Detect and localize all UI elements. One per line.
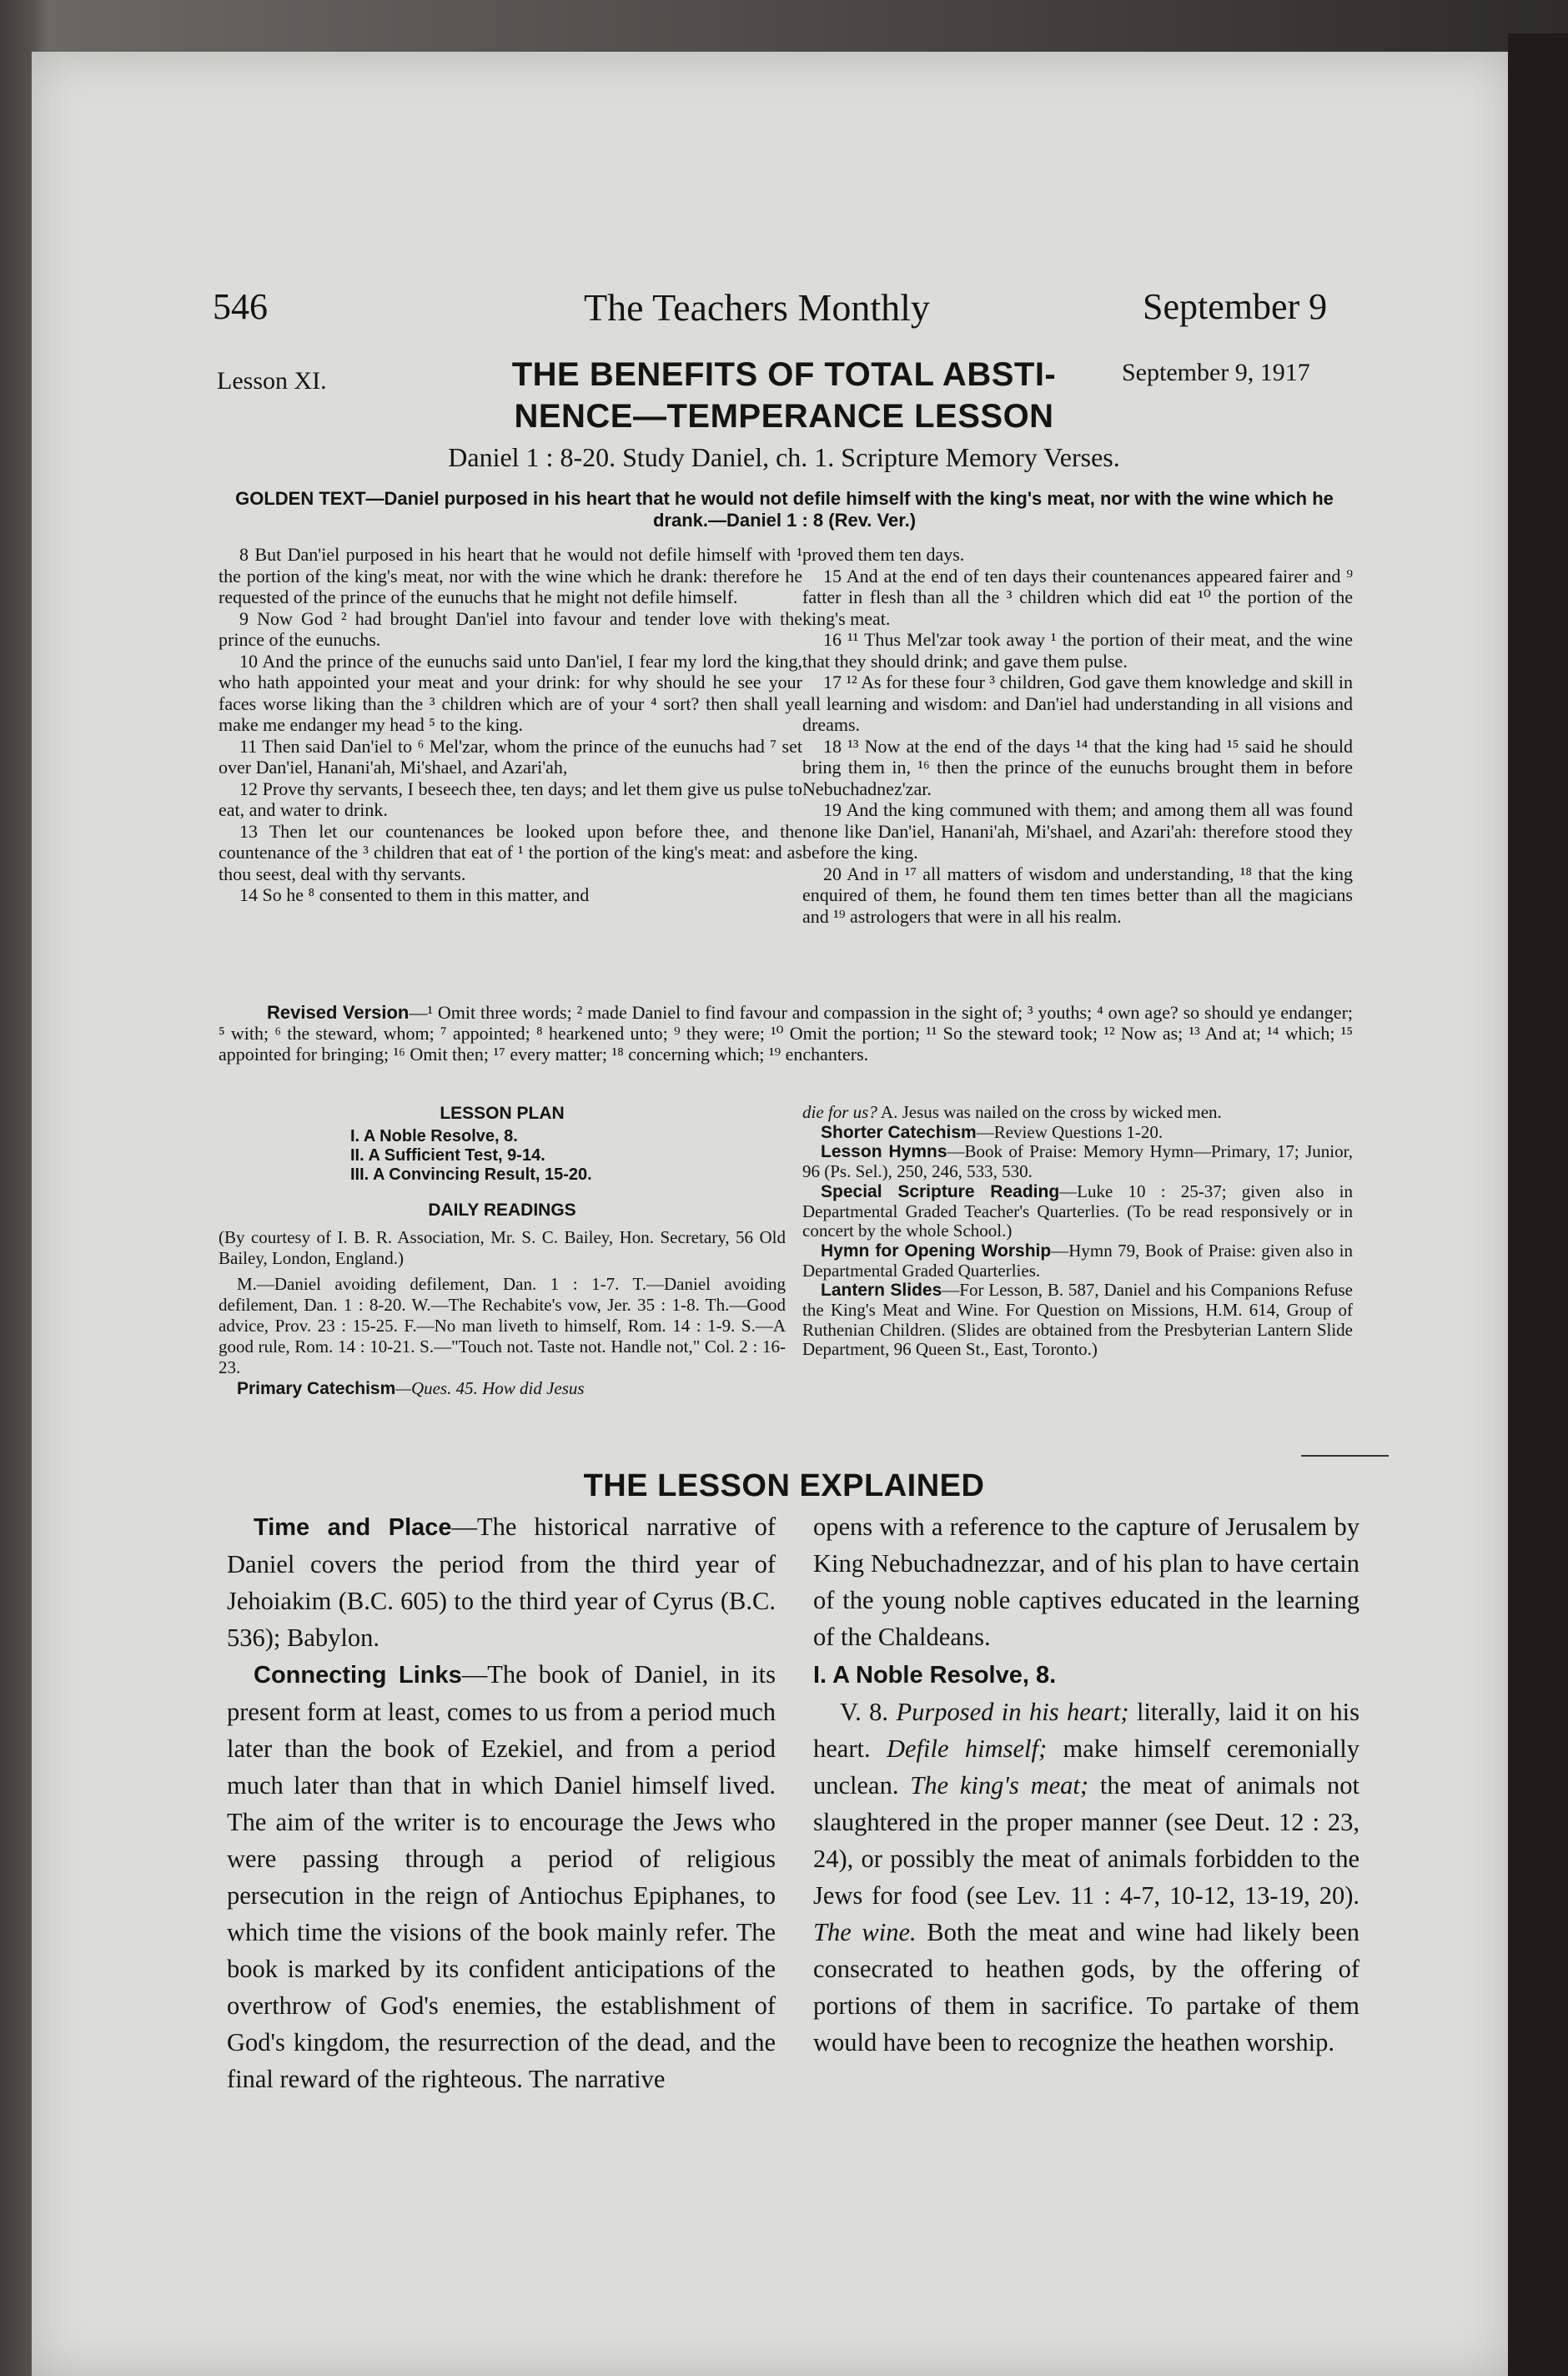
lesson-plan-list (219, 1127, 786, 1185)
lesson-title-line-1: THE BENEFITS OF TOTAL ABSTI- (511, 356, 1057, 393)
primary-catechism-label: Primary Catechism (237, 1379, 396, 1398)
golden-text: GOLDEN TEXT—Daniel purposed in his heart that he would not defile himself with the king's meat, nor with the wine which he drank.—Daniel 1 : 8 (Rev. Ver.) (235, 488, 1334, 531)
lesson-hymns-text: —Book of Praise: Memory Hymn—Primary, 17; Junior, 96 (Ps. Sel.), 250, 246, 533, 530. (802, 1141, 1353, 1182)
lantern-slides-text: —For Lesson, B. 587, Daniel and his Companions Refuse the King's Meat and Wine. For Question on Missions, H.M. 614, Group of Ruthenian Children. (Slides are obtained from the Presbyterian Lantern Slide Department, 96 Queen St., East, Toronto.) (802, 1280, 1354, 1360)
lesson-plan-item: III. A Convincing Result, 15-20. (350, 1165, 592, 1184)
scripture-reference: Daniel 1 : 8-20. Study Daniel, ch. 1. Scripture Memory Verses. (448, 442, 1120, 472)
shorter-catechism-text: —Review Questions 1-20. (976, 1121, 1163, 1142)
opening-hymn-text: —Hymn 79, Book of Praise: given also in Departmental Graded Quarterlies. (802, 1240, 1353, 1281)
narrative-continuation: opens with a reference to the capture of Jerusalem by King Nebuchadnezzar, and of his plan to have certain of the young noble captives educated in the learning of the Chaldeans. (813, 1513, 1359, 1651)
lesson-explained-heading: THE LESSON EXPLAINED (583, 1468, 985, 1503)
publication-title: The Teachers Monthly (584, 286, 930, 329)
special-reading-label: Special Scripture Reading (821, 1181, 1060, 1201)
verse-8-commentary: V. 8. Purposed in his heart; literally, laid it on his heart. Defile himself; make himself ceremonially unclean. The king's meat; the meat of animals not slaughtered in the proper manner (see Deut. 12 : 23, 24), or possibly the meat of animals forbidden to the Jews for food (see Lev. 11 : 4-7, 10-12, 13-19, 20). The wine. Both the meat and wine had likely been consecrated to heathen gods, by the offering of portions of them in sacrifice. To partake of them would have been to recognize the heathen worship. (813, 1698, 1359, 2056)
verse: 17 ¹² As for these four ³ children, God gave them knowledge and skill in all learning and wisdom: and Dan'iel had understanding in all visions and dreams. (802, 672, 1353, 735)
catechism-continuation: A. Jesus was nailed on the cross by wicked men. (877, 1102, 1222, 1122)
verse: 13 Then let our countenances be looked upon before thee, and the countenance of the ³ children that eat of ¹ the portion of the king's meat: and as thou seest, deal with thy servants. (219, 820, 802, 884)
revised-version-text: —¹ Omit three words; ² made Daniel to find favour and compassion in the sight of; ³ youths; ⁴ own age? so should ye endanger; ⁵ with; ⁶ the steward, whom; ⁷ appointed; ⁸ hearkened unto; ⁹ they were; ¹⁰ Omit the portion; ¹¹ So the steward took; ¹² Now as; ¹³ And at; ¹⁴ which; ¹⁵ appointed for bringing; ¹⁶ Omit then; ¹⁷ every matter; ¹⁸ concerning which; ¹⁹ enchanters. (219, 1002, 1354, 1065)
header-date: September 9 (1143, 286, 1328, 327)
lesson-plan-item: II. A Sufficient Test, 9-14. (350, 1146, 545, 1165)
verse: 9 Now God ² had brought Dan'iel into favour and tender love with the prince of the eunuchs. (219, 607, 802, 650)
revised-version-notes (219, 1002, 1353, 1065)
verse: 14 So he ⁸ consented to them in this matter, and (239, 884, 590, 905)
verse: 19 And the king communed with them; and among them all was found none like Dan'iel, Hanani'ah, Mi'shael, and Azari'ah: therefore stood they before the king. (802, 799, 1353, 863)
catechism-continuation-italic: die for us? (802, 1102, 877, 1122)
lesson-plan-heading: LESSON PLAN (440, 1104, 565, 1123)
verse: proved them ten days. (802, 544, 965, 565)
lantern-slides-label: Lantern Slides (821, 1281, 942, 1301)
lesson-plan-block (219, 1103, 786, 1399)
connecting-links-label: Connecting Links (254, 1662, 462, 1689)
lesson-title (467, 354, 1101, 437)
verse: 11 Then said Dan'iel to ⁶ Mel'zar, whom the prince of the eunuchs had ⁷ set over Dan'iel, Hanani'ah, Mi'shael, and Azari'ah, (219, 735, 802, 778)
verse: 12 Prove thy servants, I beseech thee, ten days; and let them give us pulse to eat, and water to drink. (219, 778, 802, 820)
opening-hymn-label: Hymn for Opening Worship (821, 1241, 1052, 1261)
page-binding-shadow (1508, 33, 1568, 2376)
daily-readings-text: M.—Daniel avoiding defilement, Dan. 1 : 1-7. T.—Daniel avoiding defilement, Dan. 1 : 8-20. W.—The Rechabite's vow, Jer. 35 : 1-8. Th.—Good advice, Prov. 23 : 15-25. F.—No man liveth to himself, Rom. 14 : 1-9. S.—A good rule, Rom. 14 : 10-21. S.—"Touch not. Taste not. Handle not," Col. 2 : 16-23. (219, 1274, 786, 1377)
lesson-number: Lesson XI. (217, 367, 327, 395)
shorter-catechism-label: Shorter Catechism (821, 1122, 977, 1142)
lesson-date: September 9, 1917 (1122, 359, 1310, 386)
explained-right-column (813, 1508, 1359, 2061)
daily-readings-courtesy: (By courtesy of I. B. R. Association, Mr. S. C. Bailey, Hon. Secretary, 56 Old Bailey, London, England.) (219, 1227, 786, 1268)
verses-left-column (219, 544, 802, 906)
verse: 10 And the prince of the eunuchs said unto Dan'iel, I fear my lord the king, who hath appointed your meat and your drink: for why should he see your faces worse liking than the ³ children which are of your ⁴ sort? then shall ye make me endanger my head ⁵ to the king. (219, 650, 802, 735)
verse: 15 And at the end of ten days their countenances appeared fairer and ⁹ fatter in flesh than all the ³ children which did eat ¹⁰ the portion of the king's meat. (802, 565, 1353, 629)
time-and-place-text: —The historical narrative of Daniel covers the period from the third year of Jehoiakim (B.C. 605) to the third year of Cyrus (B.C. 536); Babylon. (227, 1513, 776, 1652)
page-number: 546 (213, 286, 268, 327)
section-divider (1301, 1455, 1389, 1457)
connecting-links-text: —The book of Daniel, in its present form at least, comes to us from a period much later than the book of Ezekiel, and from a period much later than that in which Daniel himself lived. The aim of the writer is to encourage the Jews who were passing through a period of religious persecution in the reign of Antiochus Epiphanes, to which time the visions of the book mainly refer. The book is marked by its confident anticipations of the overthrow of God's enemies, the establishment of God's kingdom, the resurrection of the dead, and the final reward of the righteous. The narrative (227, 1660, 776, 2093)
special-reading-text: —Luke 10 : 25-37; given also in Departmental Graded Teacher's Quarterlies. (To be read responsively or in concert by the whole School.) (802, 1180, 1353, 1241)
verse: 20 And in ¹⁷ all matters of wisdom and understanding, ¹⁸ that the king enquired of them, he found them ten times better than all the magicians and ¹⁹ astrologers that were in all his realm. (802, 863, 1353, 927)
verse: 18 ¹³ Now at the end of the days ¹⁴ that the king had ¹⁵ said he should bring them in, ¹⁶ then the prince of the eunuchs brought them in before Nebuchadnez'zar. (802, 735, 1353, 799)
section-heading-noble-resolve: I. A Noble Resolve, 8. (813, 1662, 1057, 1689)
lesson-plan-item: I. A Noble Resolve, 8. (350, 1127, 518, 1145)
lesson-title-line-2: NENCE—TEMPERANCE LESSON (514, 398, 1054, 435)
verse: 16 ¹¹ Thus Mel'zar took away ¹ the portion of their meat, and the wine that they should drink; and gave them pulse. (802, 629, 1353, 672)
explained-left-column (227, 1508, 776, 2097)
revised-version-label: Revised Version (267, 1002, 410, 1023)
verse: 8 But Dan'iel purposed in his heart that he would not defile himself with ¹ the portion of the king's meat, nor with the wine which he drank: therefore he requested of the prince of the eunuchs that he might not defile himself. (219, 544, 802, 607)
primary-catechism-text: —Ques. 45. How did Jesus (395, 1378, 585, 1398)
daily-readings-heading: DAILY READINGS (428, 1201, 576, 1220)
verses-right-column (802, 544, 1353, 927)
time-and-place-label: Time and Place (254, 1514, 452, 1541)
supplementary-notes (802, 1103, 1353, 1360)
lesson-hymns-label: Lesson Hymns (821, 1142, 947, 1162)
